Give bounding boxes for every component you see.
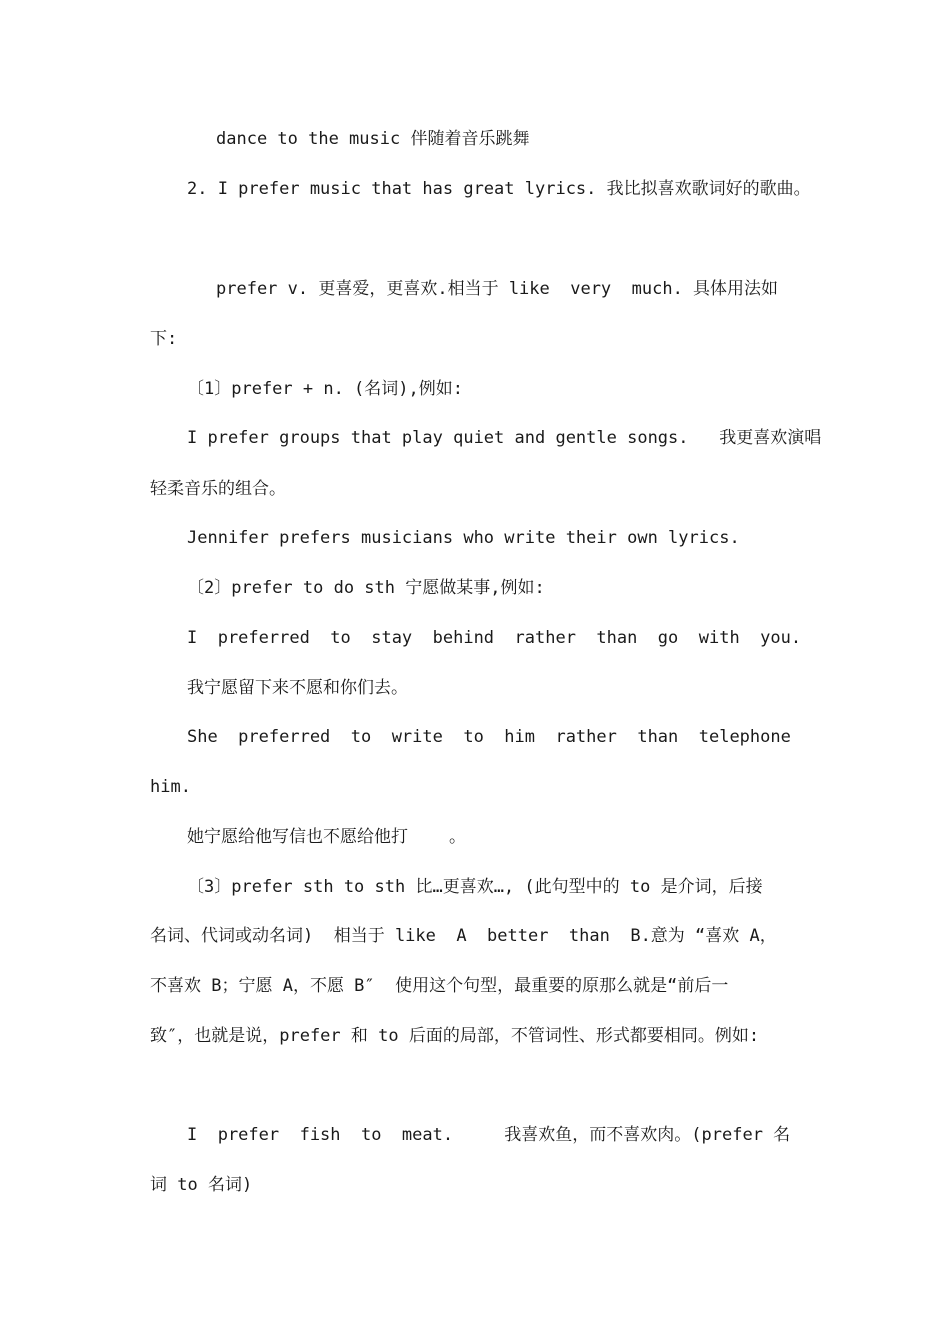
example-groups: I prefer groups that play quiet and gentle songs. 我更喜欢演唱 <box>187 428 822 448</box>
example-jennifer: Jennifer prefers musicians who write their own lyrics. <box>187 528 740 548</box>
usage-3-explanation-line-1: 名词、代词或动名词) 相当于 like A better than B.意为 “喜欢 A， <box>150 926 777 946</box>
sentence-2-prefer-music: 2. I prefer music that has great lyrics. 我比拟喜欢歌词好的歌曲。 <box>187 179 811 199</box>
example-write-to-him-translation: 她宁愿给他写信也不愿给他打 。 <box>187 827 466 847</box>
prefer-definition-continued: 下: <box>150 329 178 349</box>
prefer-definition: prefer v. 更喜爱，更喜欢.相当于 like very much. 具体用法如 <box>216 279 779 299</box>
example-fish-to-meat: I prefer fish to meat. 我喜欢鱼，而不喜欢肉。(prefer 名 <box>187 1125 791 1145</box>
example-write-to-him-continued: him. <box>150 777 191 797</box>
example-stay-behind: I preferred to stay behind rather than go with you. <box>187 628 802 648</box>
example-fish-to-meat-continued: 词 to 名词) <box>150 1175 253 1195</box>
phrase-dance-to-the-music: dance to the music 伴随着音乐跳舞 <box>216 129 530 149</box>
example-write-to-him: She preferred to write to him rather than telephone <box>187 727 791 747</box>
example-groups-translation: 轻柔音乐的组合。 <box>150 479 286 499</box>
usage-3-heading: 〔3〕prefer sth to sth 比…更喜欢…, (此句型中的 to 是介词，后接 <box>187 877 763 897</box>
usage-3-explanation-line-2: 不喜欢 B；宁愿 A，不愿 B″ 使用这个句型，最重要的原那么就是“前后一 <box>150 976 729 996</box>
usage-3-explanation-line-3: 致″，也就是说，prefer 和 to 后面的局部，不管词性、形式都要相同。例如: <box>150 1026 760 1046</box>
usage-1-heading: 〔1〕prefer + n. (名词),例如: <box>187 379 463 399</box>
example-stay-behind-translation: 我宁愿留下来不愿和你们去。 <box>187 678 408 698</box>
usage-2-heading: 〔2〕prefer to do sth 宁愿做某事,例如: <box>187 578 545 598</box>
